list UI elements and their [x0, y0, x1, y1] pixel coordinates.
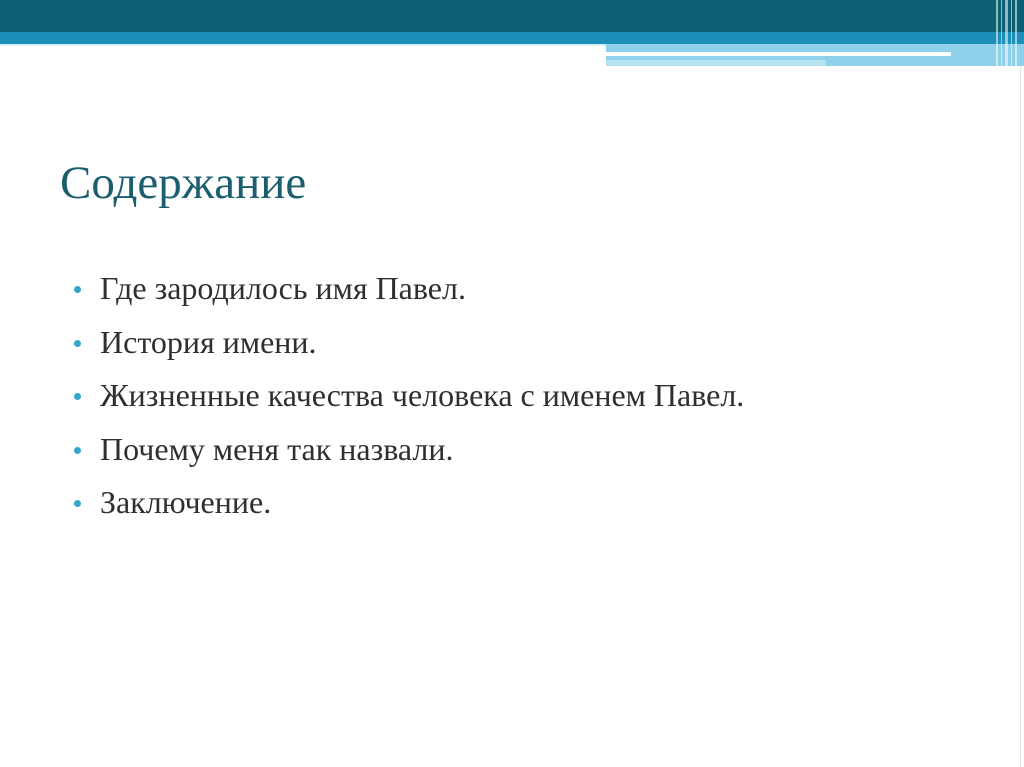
header-band-thin — [0, 44, 606, 46]
bullet-text: Где зародилось имя Павел. — [100, 270, 466, 306]
bullet-list — [74, 262, 744, 530]
bullet-dot-icon — [74, 447, 81, 454]
bullet-item — [74, 316, 744, 370]
bullet-item — [74, 369, 744, 423]
header-stripes — [992, 0, 1024, 66]
slide-title: Содержание — [60, 157, 307, 209]
bullet-text: История имени. — [100, 323, 317, 360]
bullet-item — [74, 476, 744, 530]
header-band-dark — [0, 0, 1024, 32]
bullet-dot-icon — [74, 286, 81, 293]
bullet-dot-icon — [74, 393, 81, 400]
header-band-light-inner — [606, 52, 951, 56]
header-band-mid — [0, 32, 1024, 44]
bullet-dot-icon — [74, 340, 81, 347]
right-edge-line — [1020, 66, 1021, 767]
bullet-text: Жизненные качества человека с именем Павел. — [100, 377, 745, 413]
header-band-light-low — [606, 60, 826, 66]
bullet-text: Почему меня так назвали. — [100, 430, 454, 467]
bullet-item — [74, 262, 744, 316]
bullet-item — [74, 423, 744, 477]
bullet-dot-icon — [74, 500, 81, 507]
bullet-text: Заключение. — [100, 484, 272, 520]
